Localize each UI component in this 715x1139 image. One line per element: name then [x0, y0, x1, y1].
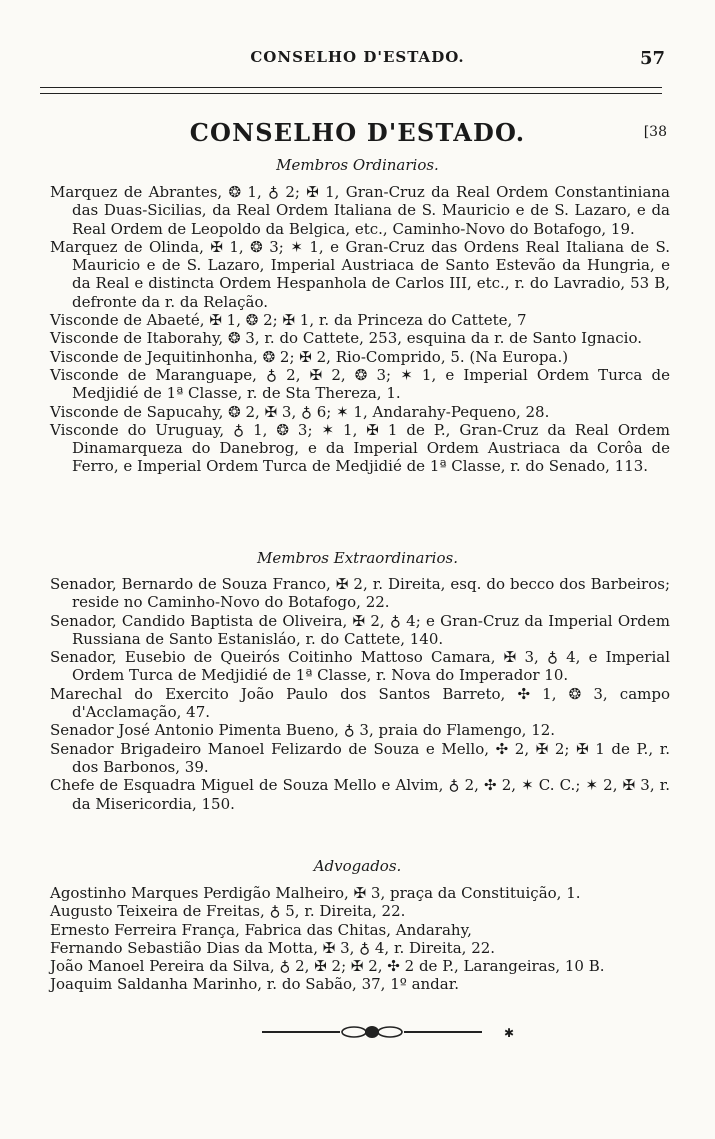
list-item: Marquez de Olinda, ✠ 1, ❂ 3; ✶ 1, e Gran-Cruz das Ordens Real Italiana de S. Mauricio e de S. Lazaro, Imperial Austriaca de Santo Estevão da Hungria, e da Real e distincta Ordem Hespanhola de Carlos III, etc., r. do Lavradio, 53 B, defronte da r. da Relação. — [50, 237, 670, 311]
list-item: Agostinho Marques Perdigão Malheiro, ✠ 3, praça da Constituição, 1. — [50, 884, 581, 902]
page-number: 57 — [639, 48, 665, 69]
list-item: Ernesto Ferreira França, Fabrica das Chitas, Andarahy, — [50, 920, 472, 939]
ornament-divider-icon — [262, 1022, 482, 1042]
list-item: Senador José Antonio Pimenta Bueno, ♁ 3, praia do Flamengo, 12. — [50, 721, 556, 740]
section-heading-advogados: Advogados. — [313, 857, 402, 875]
header-rule-thin — [40, 93, 662, 94]
running-head: CONSELHO D'ESTADO. — [250, 48, 465, 66]
list-item: Visconde de Abaeté, ✠ 1, ❂ 2; ✠ 1, r. da Princeza do Cattete, 7 — [50, 311, 527, 330]
list-item: João Manoel Pereira da Silva, ♁ 2, ✠ 2; ✠ 2, ✣ 2 de P., Larangeiras, 10 B. — [50, 957, 605, 976]
list-item: Visconde de Jequitinhonha, ❂ 2; ✠ 2, Rio-Comprido, 5. (Na Europa.) — [50, 347, 569, 366]
section-heading-extraordinarios: Membros Extraordinarios. — [257, 549, 458, 567]
list-item: Fernando Sebastião Dias da Motta, ✠ 3, ♁ 4, r. Direita, 22. — [50, 938, 496, 957]
list-item: Visconde do Uruguay, ♁ 1, ❂ 3; ✶ 1, ✠ 1 de P., Gran-Cruz da Real Ordem Dinamarqueza do Danebrog, e da Imperial Ordem Austriaca da Corôa de Ferro, e Imperial Ordem Turca de Medjidié de 1ª Classe, r. do Senado, 113. — [50, 420, 670, 476]
stray-mark-icon: ✱ — [504, 1026, 515, 1040]
list-item: Chefe de Esquadra Miguel de Souza Mello e Alvim, ♁ 2, ✣ 2, ✶ C. C.; ✶ 2, ✠ 3, r. da Misericordia, 150. — [50, 776, 670, 813]
header-rule — [40, 87, 662, 88]
list-item: Augusto Teixeira de Freitas, ♁ 5, r. Direita, 22. — [50, 902, 406, 921]
list-item: Senador, Bernardo de Souza Franco, ✠ 2, r. Direita, esq. do becco dos Barbeiros; reside no Caminho-Novo do Botafogo, 22. — [50, 575, 670, 612]
list-item: Visconde de Sapucahy, ❂ 2, ✠ 3, ♁ 6; ✶ 1, Andarahy-Pequeno, 28. — [50, 402, 550, 421]
list-item: Visconde de Maranguape, ♁ 2, ✠ 2, ❂ 3; ✶ 1, e Imperial Ordem Turca de Medjidié de 1ª Classe, r. de Sta Thereza, 1. — [50, 365, 670, 403]
list-item: Senador, Eusebio de Queirós Coitinho Mattoso Camara, ✠ 3, ♁ 4, e Imperial Ordem Turca de Medjidié de 1ª Classe, r. Nova do Imperador 10. — [50, 648, 670, 685]
list-ordinarios — [50, 183, 670, 476]
list-item: Marquez de Abrantes, ❂ 1, ♁ 2; ✠ 1, Gran-Cruz da Real Ordem Constantiniana das Duas-Sicilias, da Real Ordem Italiana de S. Mauricio e de S. Lazaro, e da Real Ordem de Leopoldo da Belgica, etc., Caminho-Novo do Botafogo, 19. — [50, 183, 670, 238]
list-extraordinarios — [50, 575, 670, 813]
section-heading-ordinarios: Membros Ordinarios. — [276, 156, 439, 174]
page-title: CONSELHO D'ESTADO. — [189, 118, 526, 147]
list-item: Marechal do Exercito João Paulo dos Santos Barreto, ✣ 1, ❂ 3, campo d'Acclamação, 47. — [50, 684, 670, 722]
section-marker: [38 — [643, 124, 667, 140]
list-advogados — [50, 884, 670, 994]
list-item: Senador Brigadeiro Manoel Felizardo de Souza e Mello, ✣ 2, ✠ 2; ✠ 1 de P., r. dos Barbonos, 39. — [50, 739, 670, 776]
list-item: Joaquim Saldanha Marinho, r. do Sabão, 37, 1º andar. — [50, 975, 460, 994]
list-item: Visconde de Itaborahy, ❂ 3, r. do Cattete, 253, esquina da r. de Santo Ignacio. — [50, 329, 643, 348]
list-item: Senador, Candido Baptista de Oliveira, ✠ 2, ♁ 4; e Gran-Cruz da Imperial Ordem Russiana de Santo Estanisláo, r. do Cattete, 140. — [50, 611, 670, 648]
